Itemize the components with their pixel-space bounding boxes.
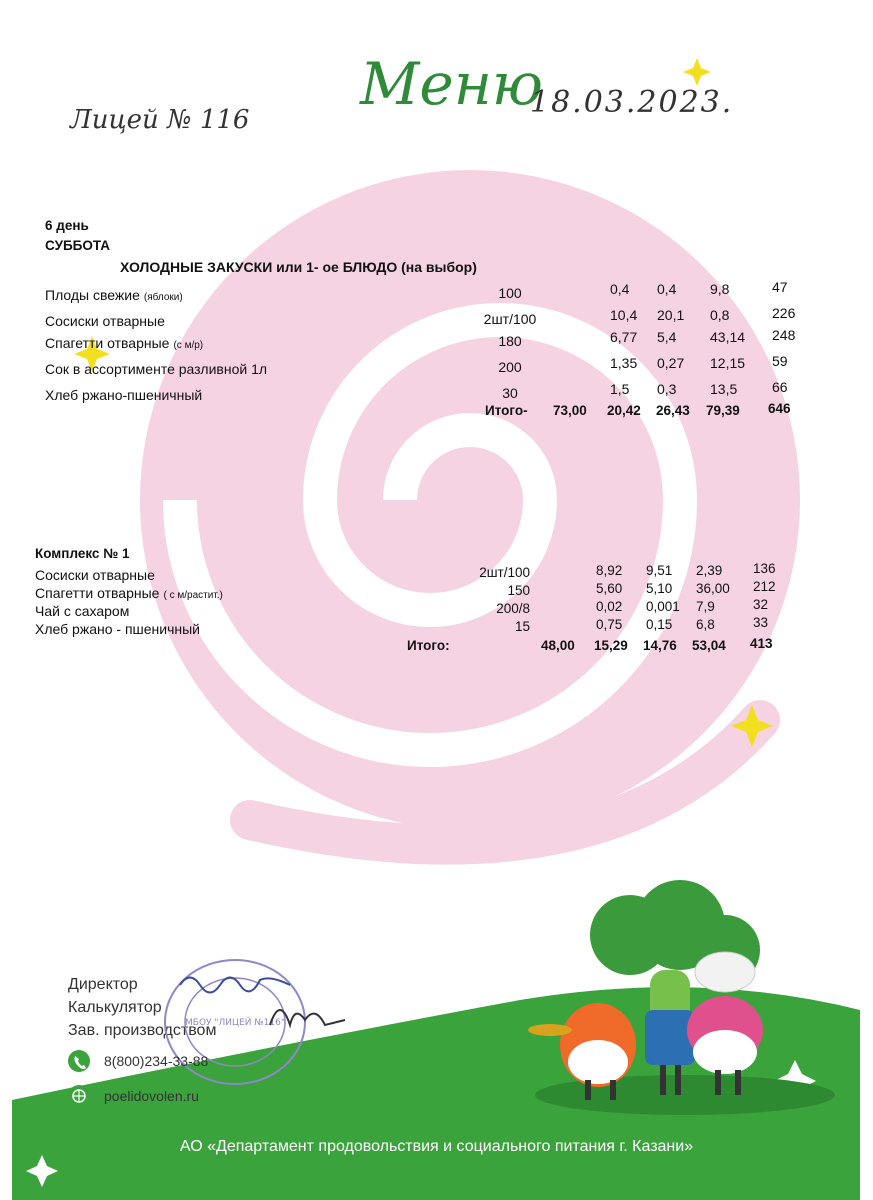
dish-protein: 10,4 <box>610 307 638 323</box>
dish-fat: 9,51 <box>646 563 673 578</box>
dish-kcal: 226 <box>772 305 796 321</box>
dish-portion: 100 <box>498 285 522 301</box>
calculator-label: Калькулятор <box>68 999 162 1016</box>
production-head-label: Зав. производством <box>68 1022 217 1039</box>
dish-protein: 0,4 <box>610 281 630 297</box>
dish-name: Спагетти отварные (с м/р) <box>45 335 204 351</box>
dish-carbs: 6,8 <box>696 617 715 632</box>
dish-fat: 5,10 <box>646 581 673 596</box>
dish-portion: 150 <box>507 583 530 598</box>
dish-note: (с м/р) <box>173 340 204 351</box>
dish-carbs: 2,39 <box>696 563 723 578</box>
dish-protein: 0,02 <box>596 599 623 614</box>
weekday: СУББОТА <box>45 238 111 253</box>
dish-fat: 0,15 <box>646 617 673 632</box>
dish-portion: 2шт/100 <box>479 565 530 580</box>
complex-title: Комплекс № 1 <box>35 546 130 561</box>
organization-footer: АО «Департамент продовольствия и социального питания г. Казани» <box>179 1138 694 1155</box>
dish-kcal: 59 <box>772 353 788 369</box>
dish-protein: 1,5 <box>610 381 630 397</box>
dish-portion: 200/8 <box>496 601 530 616</box>
dish-name: Чай с сахаром <box>35 603 130 619</box>
dish-name: Спагетти отварные ( с м/растит.) <box>35 585 223 601</box>
dish-name: Сосиски отварные <box>45 313 165 329</box>
dish-carbs: 9,8 <box>710 281 730 297</box>
dish-kcal: 66 <box>772 379 788 395</box>
total-price: 73,00 <box>553 403 587 418</box>
total-fat: 14,76 <box>643 638 677 653</box>
dish-fat: 0,27 <box>657 355 685 371</box>
star-icon <box>683 58 711 86</box>
total-protein: 20,42 <box>607 403 641 418</box>
meal-category: ХОЛОДНЫЕ ЗАКУСКИ или 1- ое БЛЮДО (на выбор) <box>120 259 477 275</box>
phone-icon <box>68 1050 90 1072</box>
dish-protein: 5,60 <box>596 581 623 596</box>
website-link[interactable]: poelidovolen.ru <box>104 1088 199 1104</box>
dish-portion: 180 <box>498 333 522 349</box>
dish-protein: 8,92 <box>596 563 623 578</box>
handwritten-school-name: Лицей № 116 <box>70 105 250 135</box>
total-carbs: 53,04 <box>692 638 726 653</box>
dish-kcal: 248 <box>772 327 796 343</box>
dish-carbs: 12,15 <box>710 355 746 371</box>
globe-icon <box>68 1085 90 1107</box>
dish-carbs: 43,14 <box>710 329 746 345</box>
dish-protein: 0,75 <box>596 617 623 632</box>
dish-kcal: 47 <box>772 279 788 295</box>
dish-kcal: 136 <box>753 561 776 576</box>
dish-note: ( с м/растит.) <box>163 590 223 601</box>
total-kcal: 646 <box>768 401 791 416</box>
dish-fat: 0,4 <box>657 281 677 297</box>
svg-text:МБОУ "ЛИЦЕЙ №116": МБОУ "ЛИЦЕЙ №116" <box>185 1018 285 1028</box>
total-price: 48,00 <box>541 638 575 653</box>
dish-portion: 200 <box>498 359 522 375</box>
dish-name: Хлеб ржано - пшеничный <box>35 621 200 637</box>
dish-protein: 1,35 <box>610 355 638 371</box>
dish-protein: 6,77 <box>610 329 638 345</box>
dish-name: Сосиски отварные <box>35 567 155 583</box>
dish-portion: 15 <box>514 619 530 634</box>
vegetable-chefs-illustration <box>520 880 850 1120</box>
page-title: Меню <box>360 50 543 118</box>
dish-fat: 20,1 <box>657 307 685 323</box>
total-carbs: 79,39 <box>706 403 740 418</box>
dish-carbs: 7,9 <box>696 599 715 614</box>
total-label: Итого- <box>485 403 528 418</box>
total-label: Итого: <box>407 638 450 653</box>
dish-carbs: 0,8 <box>710 307 730 323</box>
phone-number[interactable]: 8(800)234-33-88 <box>104 1053 209 1069</box>
dish-kcal: 212 <box>753 579 776 594</box>
dish-fat: 5,4 <box>657 329 677 345</box>
dish-carbs: 13,5 <box>710 381 738 397</box>
dish-portion: 2шт/100 <box>483 311 537 327</box>
handwritten-date: 18.03.2023. <box>530 85 734 120</box>
dish-name: Хлеб ржано-пшеничный <box>45 387 203 403</box>
dish-name: Плоды свежие (яблоки) <box>45 287 183 303</box>
day-number: 6 день <box>45 218 89 233</box>
total-kcal: 413 <box>750 636 773 651</box>
total-protein: 15,29 <box>594 638 628 653</box>
dish-fat: 0,3 <box>657 381 677 397</box>
total-fat: 26,43 <box>656 403 690 418</box>
dish-name: Сок в ассортименте разливной 1л <box>45 361 268 377</box>
dish-carbs: 36,00 <box>696 581 730 596</box>
handwritten-signatures <box>175 965 375 1050</box>
dish-portion: 30 <box>502 385 518 401</box>
dish-note: (яблоки) <box>143 292 183 303</box>
dish-fat: 0,001 <box>646 599 680 614</box>
dish-kcal: 32 <box>753 597 769 612</box>
director-label: Директор <box>68 976 138 993</box>
dish-kcal: 33 <box>753 615 769 630</box>
